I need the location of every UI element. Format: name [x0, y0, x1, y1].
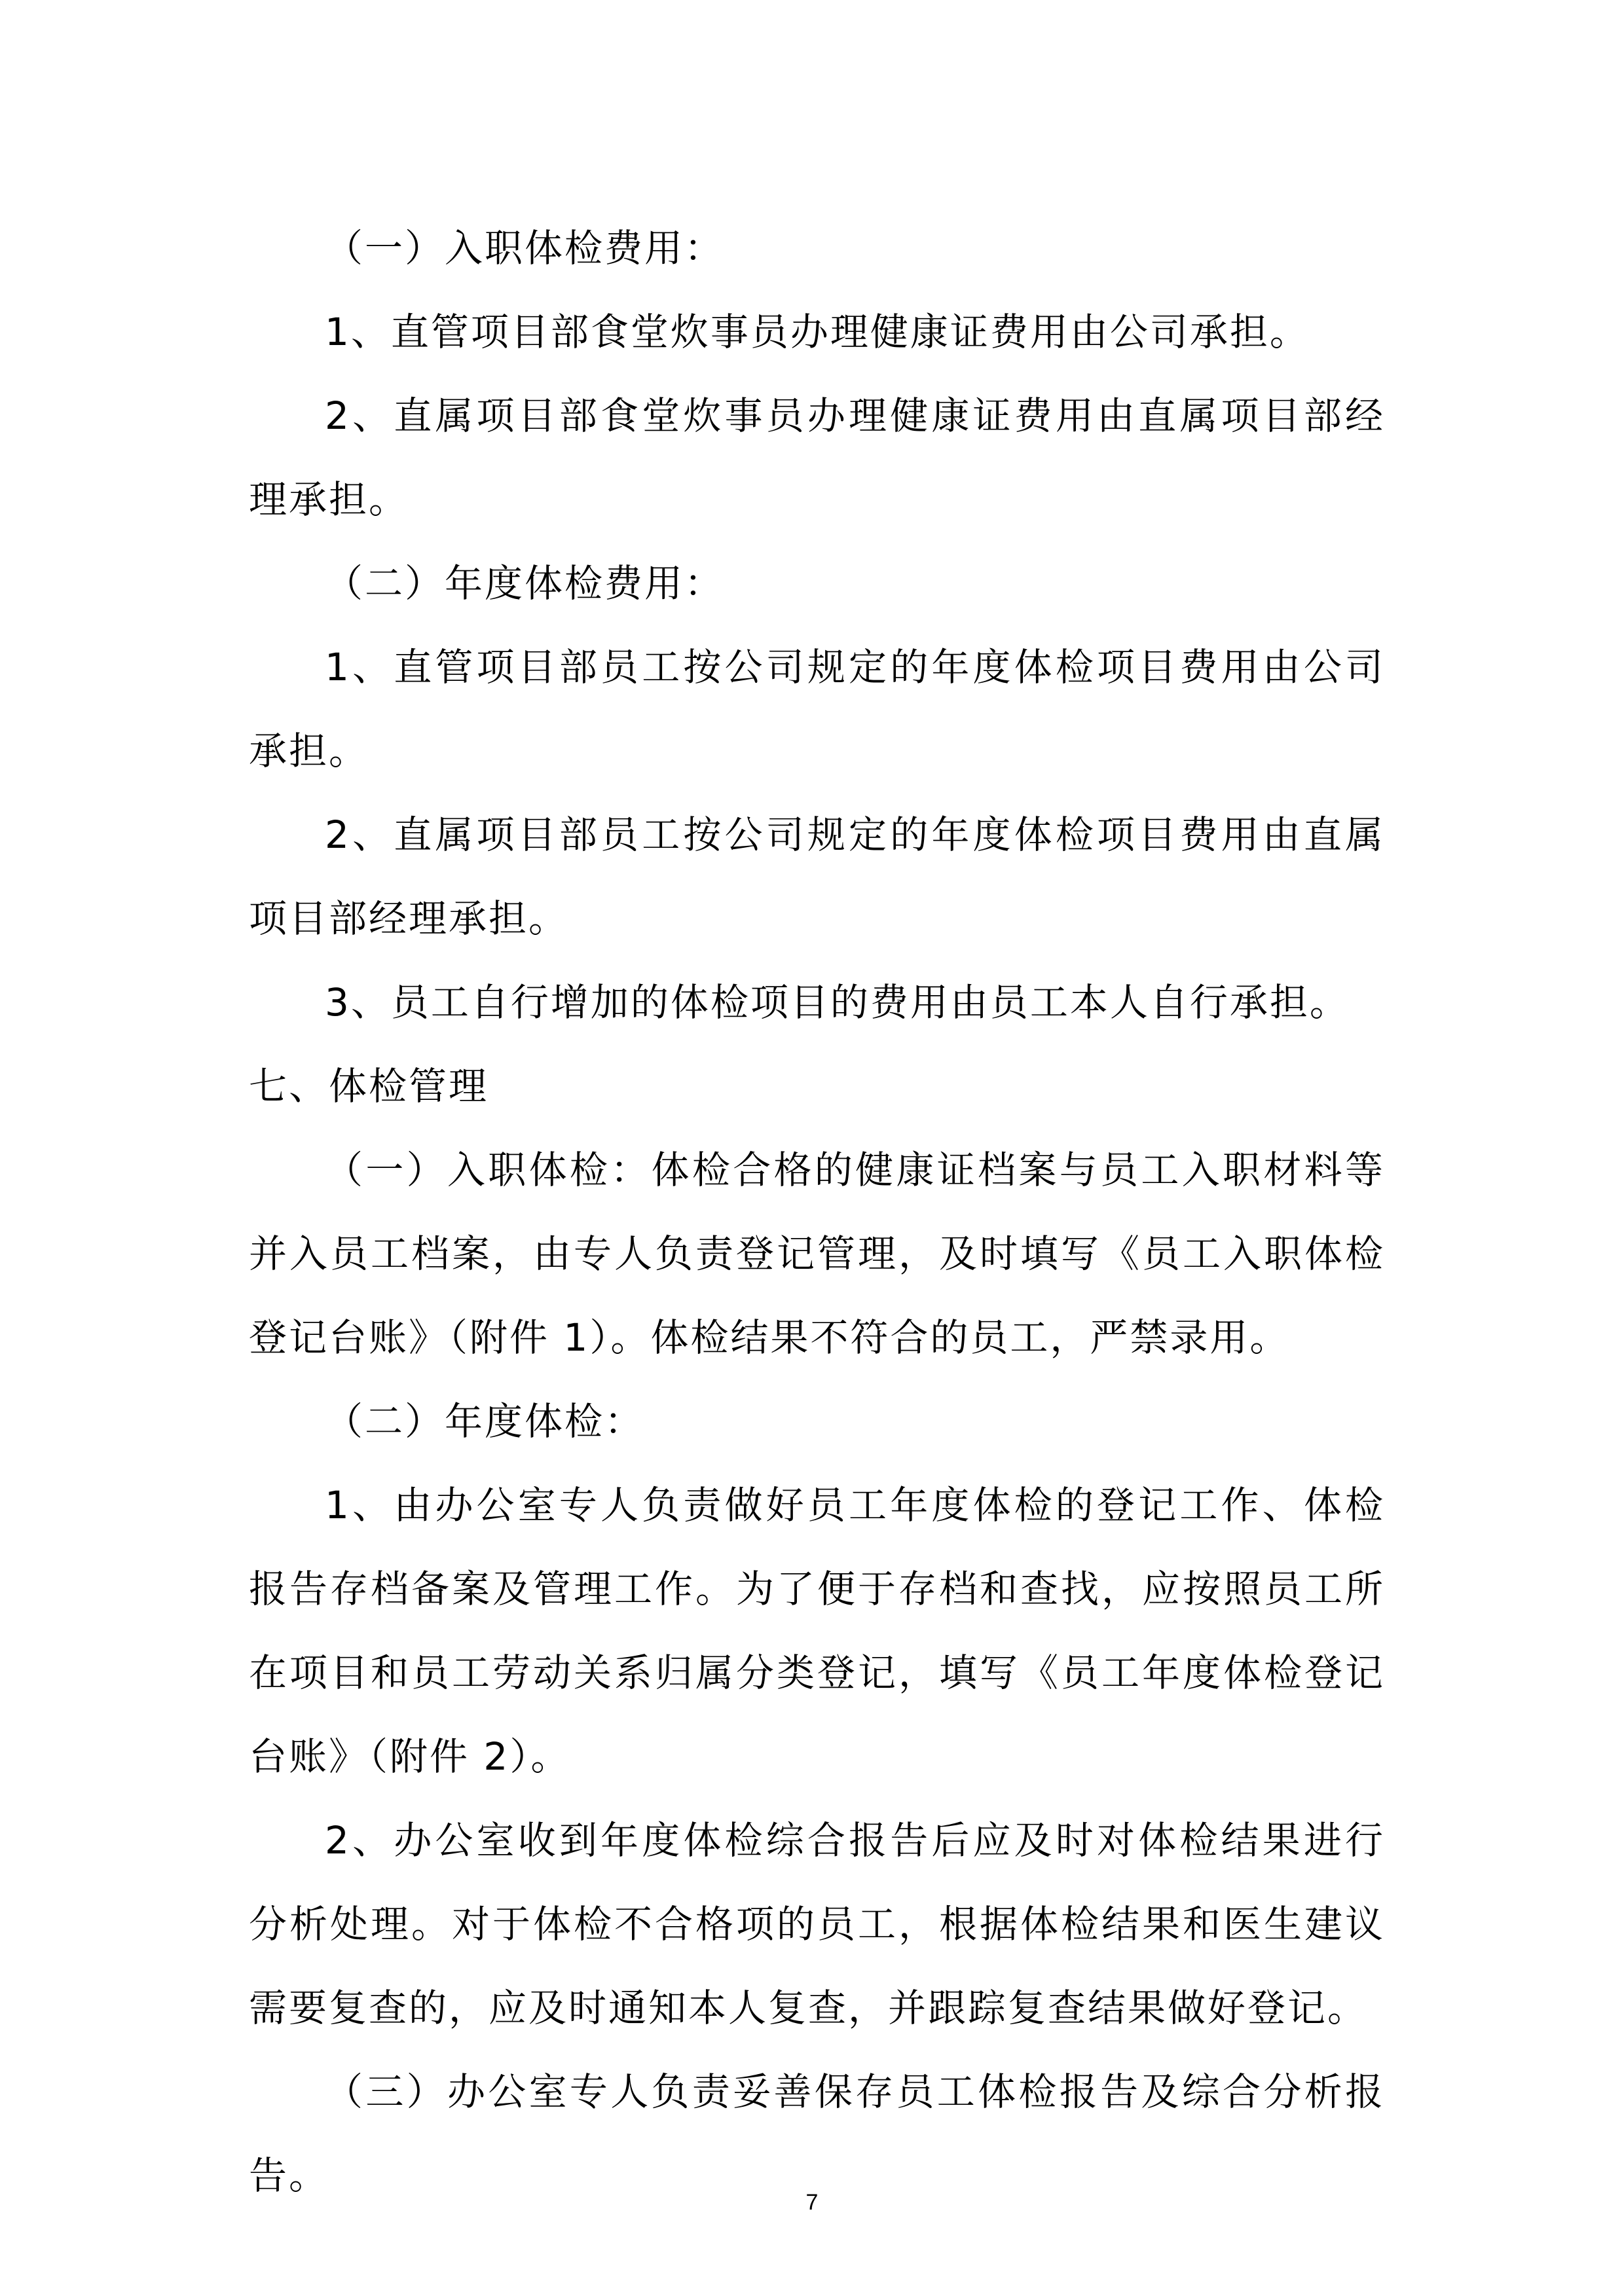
paragraph-report-storage: （三）办公室专人负责妥善保存员工体检报告及综合分析报告。 [249, 2069, 1385, 2198]
paragraph-entry-exam-management: （一）入职体检：体检合格的健康证档案与员工入职材料等并入员工档案，由专人负责登记管理，及时填写《员工入职体检登记台账》（附件 1）。体检结果不符合的员工，严禁录用。 [249, 1148, 1385, 1360]
paragraph-annual-cost-item-2: 2、直属项目部员工按公司规定的年度体检项目费用由直属项目部经理承担。 [249, 812, 1385, 941]
paragraph-annual-exam-item-1: 1、由办公室专人负责做好员工年度体检的登记工作、体检报告存档备案及管理工作。为了便于存档和查找，应按照员工所在项目和员工劳动关系归属分类登记，填写《员工年度体检登记台账》（附件 2）。 [249, 1483, 1385, 1779]
paragraph-annual-exam-heading: （二）年度体检： [325, 1399, 645, 1444]
paragraph-annual-cost-item-1: 1、直管项目部员工按公司规定的年度体检项目费用由公司承担。 [249, 645, 1385, 773]
paragraph-entry-exam-cost-heading: （一）入职体检费用： [325, 226, 725, 270]
paragraph-entry-cost-item-1: 1、直管项目部食堂炊事员办理健康证费用由公司承担。 [325, 310, 1310, 354]
section-heading-exam-management: 七、体检管理 [249, 1064, 489, 1108]
paragraph-entry-cost-item-2: 2、直属项目部食堂炊事员办理健康证费用由直属项目部经理承担。 [249, 393, 1385, 522]
paragraph-annual-cost-item-3: 3、员工自行增加的体检项目的费用由员工本人自行承担。 [325, 980, 1350, 1025]
page-number: 7 [805, 2190, 819, 2215]
paragraph-annual-exam-item-2: 2、办公室收到年度体检综合报告后应及时对体检结果进行分析处理。对于体检不合格项的员工，根据体检结果和医生建议需要复查的，应及时通知本人复查，并跟踪复查结果做好登记。 [249, 1818, 1385, 2030]
document-body [249, 206, 1385, 2217]
paragraph-annual-exam-cost-heading: （二）年度体检费用： [325, 561, 725, 606]
